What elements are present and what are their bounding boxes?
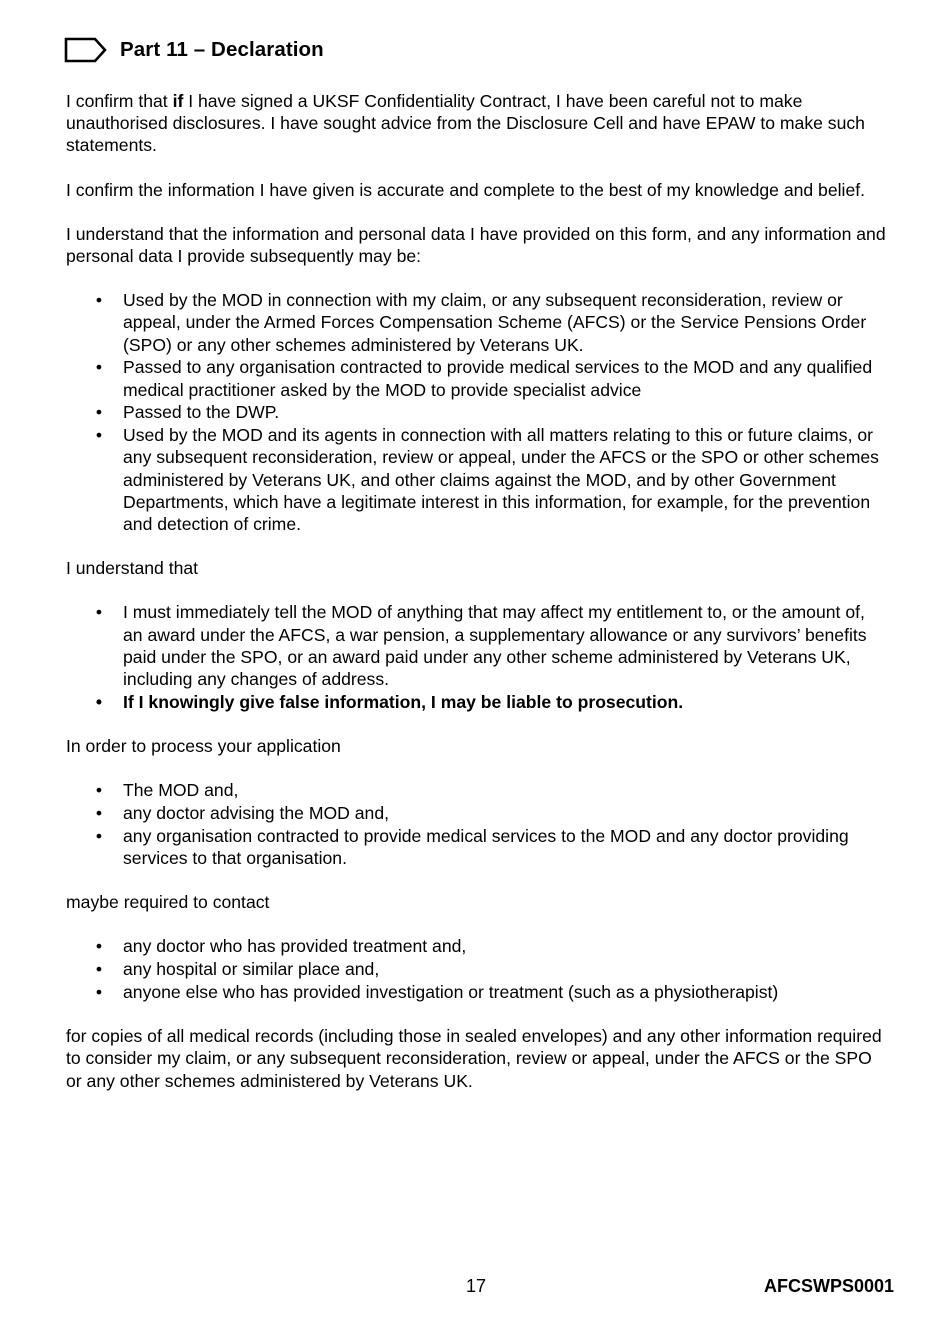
list-item: • anyone else who has provided investigation or treatment (such as a physiotherapist) bbox=[95, 982, 779, 1003]
section-heading bbox=[64, 34, 886, 66]
prosecution-warning: • If I knowingly give false information, I may be liable to prosecution. bbox=[95, 691, 684, 712]
list-item: • The MOD and, bbox=[95, 780, 239, 801]
list-item: • any hospital or similar place and, bbox=[95, 959, 380, 980]
list-item: • Passed to any organisation contracted to provide medical services to the MOD and any qualified medical practitioner asked by the MOD to provide specialist advice bbox=[95, 357, 873, 400]
tag-arrow-icon bbox=[64, 36, 108, 64]
list-item: • any organisation contracted to provide medical services to the MOD and any doctor providing services to that organisation. bbox=[95, 825, 849, 869]
understanding-intro: I understand that bbox=[66, 558, 199, 579]
page-number: 17 bbox=[465, 1276, 487, 1296]
data-usage-list bbox=[66, 289, 886, 535]
contact-intro: maybe required to contact bbox=[66, 892, 270, 913]
data-usage-intro: I understand that the information and personal data I have provided on this form, and any information and personal data I provide subsequently may be: bbox=[66, 223, 886, 267]
record-sources-list bbox=[66, 935, 886, 1003]
section-title: Part 11 – Declaration bbox=[120, 37, 324, 61]
contact-parties-list bbox=[66, 779, 886, 869]
list-item: • Passed to the DWP. bbox=[95, 402, 280, 423]
list-item: • Used by the MOD in connection with my claim, or any subsequent reconsideration, review or appeal, under the Armed Forces Compensation Scheme (AFCS) or the Service Pensions Order (SPO) or any other schemes administered by Veterans UK. bbox=[95, 290, 867, 355]
list-item: • any doctor who has provided treatment and, bbox=[95, 936, 467, 957]
confidentiality-paragraph: I confirm that if I have signed a UKSF Confidentiality Contract, I have been careful not to make unauthorised disclosures. I have sought advice from the Disclosure Cell and have EPAW to make such statements. bbox=[66, 91, 865, 156]
list-item: • any doctor advising the MOD and, bbox=[95, 803, 390, 824]
list-item: • I must immediately tell the MOD of anything that may affect my entitlement to, or the amount of, an award under the AFCS, a war pension, a supplementary allowance or any survivors’ benefits paid under the SPO, or an award paid under any other scheme administered by Veterans UK, including any changes of address. bbox=[95, 602, 867, 690]
list-item: • Used by the MOD and its agents in connection with all matters relating to this or future claims, or any subsequent reconsideration, review or appeal, under the AFCS or the SPO or other schemes administered by Veterans UK, and other claims against the MOD, and by other Government Departments, which have a legitimate interest in this information, for example, for the prevention and detection of crime. bbox=[95, 425, 879, 535]
obligations-list bbox=[66, 601, 886, 713]
accuracy-paragraph: I confirm the information I have given is accurate and complete to the best of my knowledge and belief. bbox=[66, 179, 866, 200]
processing-intro: In order to process your application bbox=[66, 736, 341, 757]
document-page bbox=[66, 34, 886, 1114]
records-paragraph: for copies of all medical records (including those in sealed envelopes) and any other information required to consider my claim, or any subsequent reconsideration, review or appeal, under the AFCS or the SPO or any other schemes administered by Veterans UK. bbox=[66, 1026, 882, 1091]
form-code: AFCSWPS0001 bbox=[763, 1276, 894, 1296]
